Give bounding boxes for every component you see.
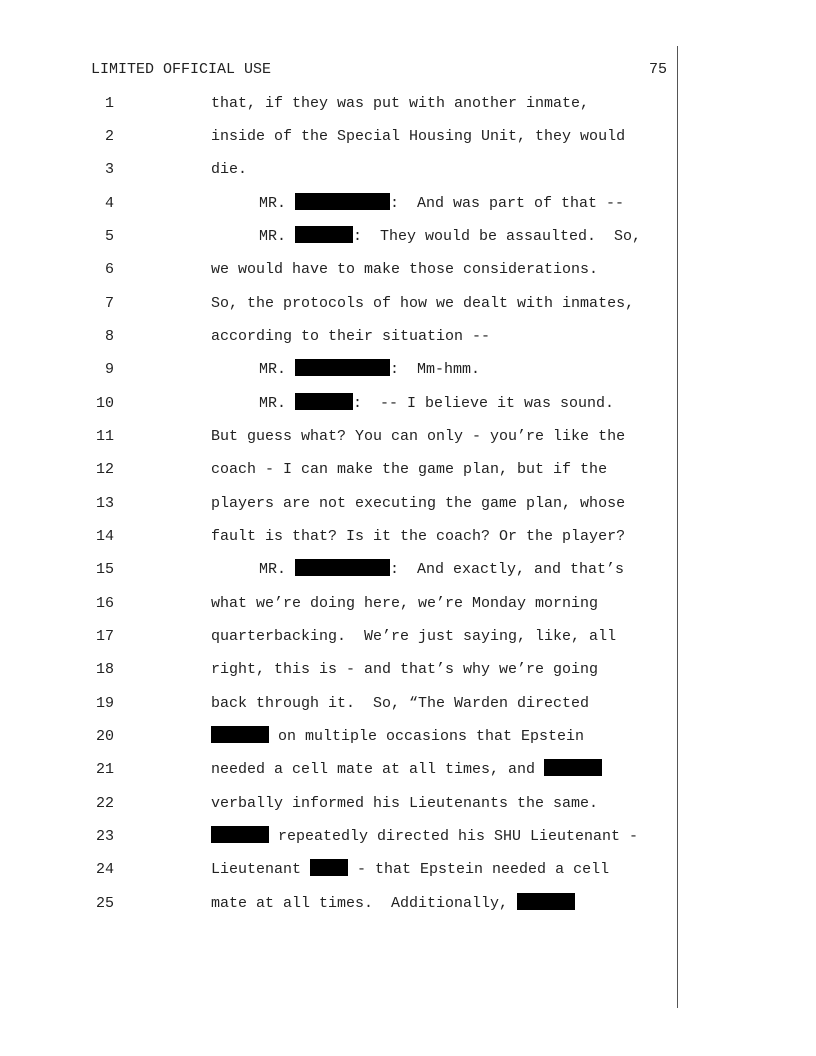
speaker-prefix: MR. (259, 195, 296, 212)
redaction-box (517, 893, 575, 910)
line-text-part: : And was part of that -- (390, 195, 625, 212)
line-number: 3 (104, 161, 114, 178)
transcript-line (0, 292, 816, 316)
document-marking: LIMITED OFFICIAL USE (91, 61, 272, 78)
line-text (211, 725, 584, 749)
speaker-prefix: MR. (259, 361, 296, 378)
line-text: that, if they was put with another inmate, (211, 95, 590, 112)
line-text: according to their situation -- (211, 328, 491, 345)
redaction-box (295, 226, 353, 243)
line-text: fault is that? Is it the coach? Or the player? (211, 528, 626, 545)
transcript-line (0, 92, 816, 116)
line-text-part: : They would be assaulted. So, (353, 228, 642, 245)
line-text-part: : -- I believe it was sound. (353, 395, 615, 412)
line-number: 25 (95, 895, 114, 912)
transcript-line (0, 258, 816, 282)
transcript-line (0, 692, 816, 716)
transcript-line (0, 558, 816, 582)
line-number: 11 (95, 428, 114, 445)
line-number: 19 (95, 695, 114, 712)
line-number: 14 (95, 528, 114, 545)
line-number: 12 (95, 461, 114, 478)
line-number: 5 (104, 228, 114, 245)
line-number: 9 (104, 361, 114, 378)
transcript-line (0, 758, 816, 782)
line-text (259, 558, 624, 582)
speaker-prefix: MR. (259, 395, 296, 412)
line-text (259, 358, 480, 382)
transcript-line (0, 125, 816, 149)
line-text (259, 192, 624, 216)
line-text: So, the protocols of how we dealt with inmates, (211, 295, 635, 312)
line-text-part: Lieutenant (211, 861, 311, 878)
transcript-line (0, 492, 816, 516)
line-number: 24 (95, 861, 114, 878)
transcript-line (0, 792, 816, 816)
transcript-line (0, 358, 816, 382)
line-text: back through it. So, “The Warden directed (211, 695, 590, 712)
line-number: 16 (95, 595, 114, 612)
line-number: 13 (95, 495, 114, 512)
line-number: 20 (95, 728, 114, 745)
transcript-line (0, 892, 816, 916)
line-text (211, 825, 638, 849)
line-number: 4 (104, 195, 114, 212)
line-text-part: mate at all times. Additionally, (211, 895, 518, 912)
line-text: die. (211, 161, 248, 178)
line-text: quarterbacking. We’re just saying, like, all (211, 628, 617, 645)
line-number: 10 (95, 395, 114, 412)
redaction-box (295, 193, 390, 210)
line-text (211, 858, 609, 882)
redaction-box (211, 826, 269, 843)
transcript-line (0, 458, 816, 482)
line-number: 22 (95, 795, 114, 812)
transcript-line (0, 725, 816, 749)
line-text: what we’re doing here, we’re Monday morning (211, 595, 599, 612)
line-number: 23 (95, 828, 114, 845)
line-number: 2 (104, 128, 114, 145)
line-text (259, 392, 614, 416)
transcript-line (0, 392, 816, 416)
line-text: we would have to make those considerations. (211, 261, 599, 278)
redaction-box (211, 726, 269, 743)
redaction-box (295, 559, 390, 576)
line-text-part: : Mm-hmm. (390, 361, 481, 378)
line-text: inside of the Special Housing Unit, they would (211, 128, 626, 145)
line-text: right, this is - and that’s why we’re going (211, 661, 599, 678)
line-text: coach - I can make the game plan, but if the (211, 461, 608, 478)
transcript-line (0, 425, 816, 449)
line-text (211, 758, 602, 782)
line-number: 8 (104, 328, 114, 345)
redaction-box (295, 393, 353, 410)
line-text: verbally informed his Lieutenants the same. (211, 795, 599, 812)
line-number: 21 (95, 761, 114, 778)
redaction-box (544, 759, 602, 776)
line-number: 1 (104, 95, 114, 112)
line-text-part: - that Epstein needed a cell (348, 861, 610, 878)
transcript-line (0, 858, 816, 882)
redaction-box (310, 859, 348, 876)
line-text (211, 892, 575, 916)
redaction-box (295, 359, 390, 376)
page-number: 75 (648, 61, 667, 78)
transcript-line (0, 825, 816, 849)
speaker-prefix: MR. (259, 561, 296, 578)
transcript-line (0, 592, 816, 616)
line-text: players are not executing the game plan, whose (211, 495, 626, 512)
transcript-line (0, 158, 816, 182)
transcript-line (0, 625, 816, 649)
transcript-line (0, 325, 816, 349)
transcript-line (0, 225, 816, 249)
speaker-prefix: MR. (259, 228, 296, 245)
line-number: 6 (104, 261, 114, 278)
line-number: 17 (95, 628, 114, 645)
transcript-line (0, 658, 816, 682)
line-text-part: on multiple occasions that Epstein (269, 728, 585, 745)
line-text (259, 225, 641, 249)
transcript-line (0, 192, 816, 216)
line-number: 7 (104, 295, 114, 312)
line-text-part: needed a cell mate at all times, and (211, 761, 545, 778)
transcript-line (0, 525, 816, 549)
line-text: But guess what? You can only - you’re like the (211, 428, 626, 445)
line-number: 15 (95, 561, 114, 578)
line-text-part: repeatedly directed his SHU Lieutenant - (269, 828, 639, 845)
line-text-part: : And exactly, and that’s (390, 561, 625, 578)
line-number: 18 (95, 661, 114, 678)
